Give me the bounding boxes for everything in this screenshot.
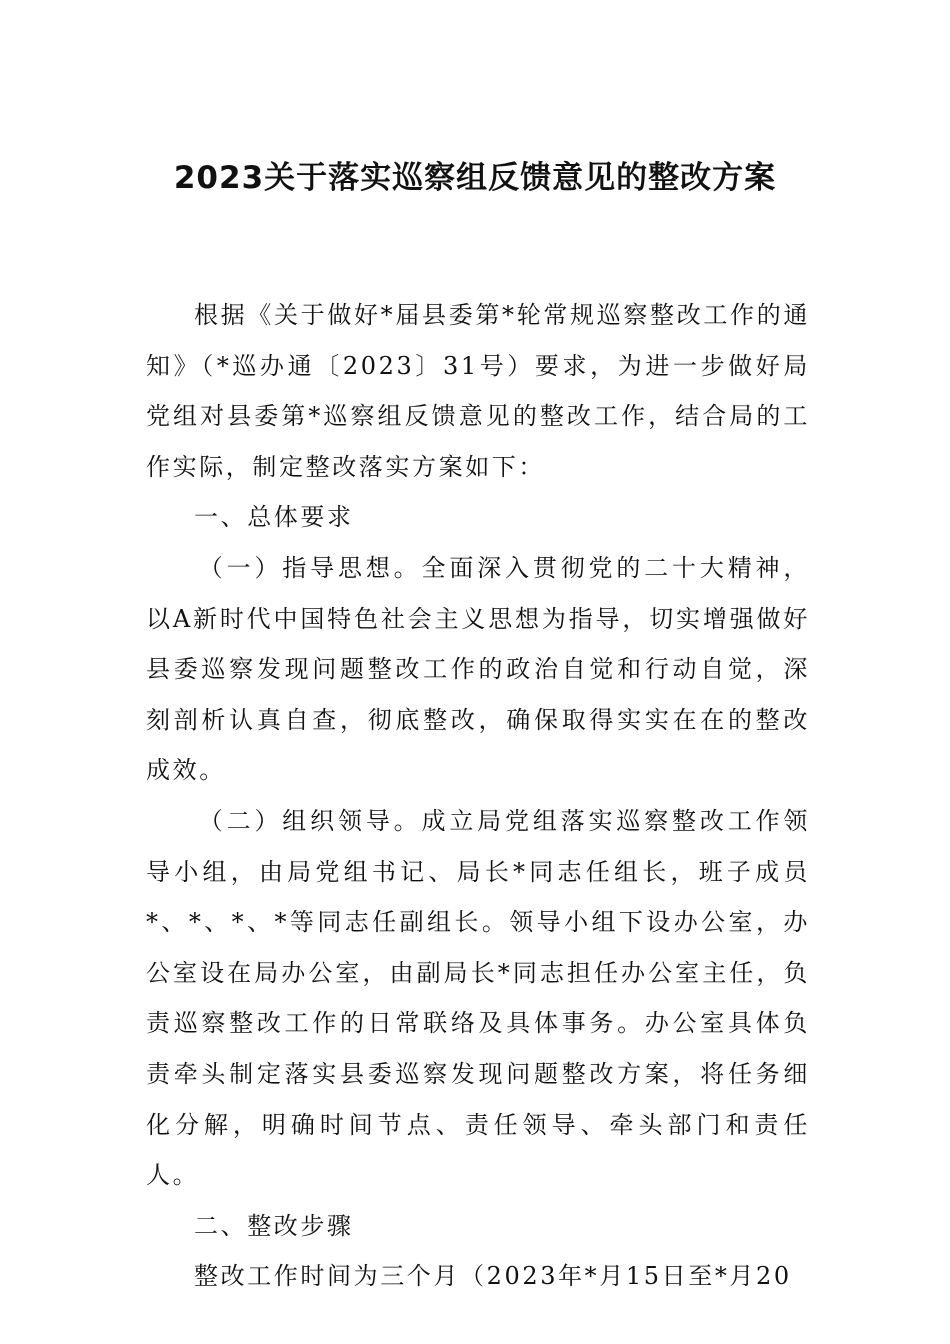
section-heading-general-requirements: 一、总体要求: [194, 503, 354, 532]
paragraph-rectification-period: 整改工作时间为三个月（2023年*月15日至*月20: [194, 1262, 792, 1291]
paragraph-organization-leadership: （二）组织领导。成立局党组落实巡察整改工作领导小组，由局党组书记、局长*同志任组长，班子成员*、*、*、*等同志任副组长。领导小组下设办公室，办公室设在局办公室，由副局长*同志担任办公室主任，负责巡察整改工作的日常联络及具体事务。办公室具体负责牵头制定落实县委巡察发现问题整改方案，将任务细化分解，明确时间节点、责任领导、牵头部门和责任人。: [146, 806, 810, 1190]
section-heading-rectification-steps: 二、整改步骤: [194, 1211, 354, 1240]
document-title: 2023关于落实巡察组反馈意见的整改方案: [173, 160, 777, 196]
document-body: [146, 290, 810, 1302]
paragraph-intro: 根据《关于做好*届县委第*轮常规巡察整改工作的通知》（*巡办通〔2023〕31号）要求，为进一步做好局党组对县委第*巡察组反馈意见的整改工作，结合局的工作实际，制定整改落实方案如下：: [146, 301, 810, 481]
paragraph-guiding-ideology: （一）指导思想。全面深入贯彻党的二十大精神，以A新时代中国特色社会主义思想为指导，切实增强做好县委巡察发现问题整改工作的政治自觉和行动自觉，深刻剖析认真自查，彻底整改，确保取得实实在在的整改成效。: [146, 553, 810, 785]
